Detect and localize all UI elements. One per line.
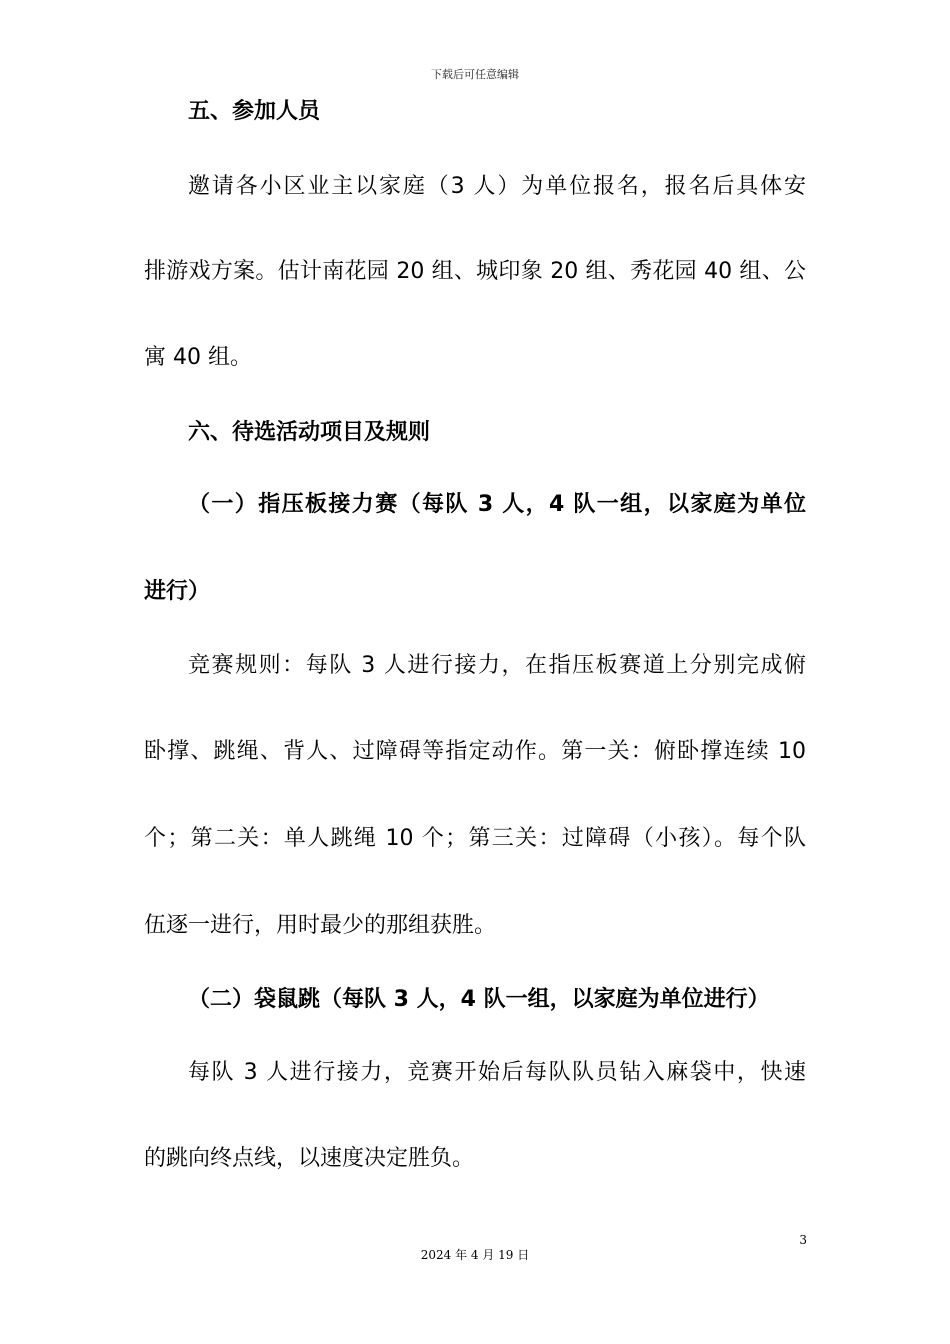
section-heading-activities: 六、待选活动项目及规则: [188, 420, 431, 445]
item-heading: （二）袋鼠跳（每队 3 人，4 队一组，以家庭为单位进行）: [188, 987, 770, 1012]
paragraph-line: 邀请各小区业主以家庭（3 人）为单位报名，报名后具体安: [188, 174, 806, 199]
page-number: 3: [799, 1233, 807, 1247]
paragraph-line: 排游戏方案。估计南花园 20 组、城印象 20 组、秀花园 40 组、公: [144, 259, 806, 284]
paragraph-line: 卧撑、跳绳、背人、过障碍等指定动作。第一关：俯卧撑连续 10: [144, 739, 806, 764]
paragraph-line: 伍逐一进行，用时最少的那组获胜。: [144, 913, 497, 938]
paragraph-line: 寓 40 组。: [144, 345, 252, 370]
section-heading-participants: 五、参加人员: [188, 99, 321, 124]
paragraph-line: 竞赛规则：每队 3 人进行接力，在指压板赛道上分别完成俯: [188, 653, 806, 678]
footer-date: 2024 年 4 月 19 日: [420, 1248, 530, 1262]
header-note: 下载后可任意编辑: [431, 68, 519, 81]
item-heading: （一）指压板接力赛（每队 3 人，4 队一组，以家庭为单位: [188, 492, 806, 517]
paragraph-line: 个；第二关：单人跳绳 10 个；第三关：过障碍（小孩）。每个队: [144, 826, 806, 851]
paragraph-line: 的跳向终点线，以速度决定胜负。: [144, 1146, 475, 1171]
item-heading: 进行）: [144, 579, 211, 604]
paragraph-line: 每队 3 人进行接力，竞赛开始后每队队员钻入麻袋中，快速: [188, 1060, 806, 1085]
